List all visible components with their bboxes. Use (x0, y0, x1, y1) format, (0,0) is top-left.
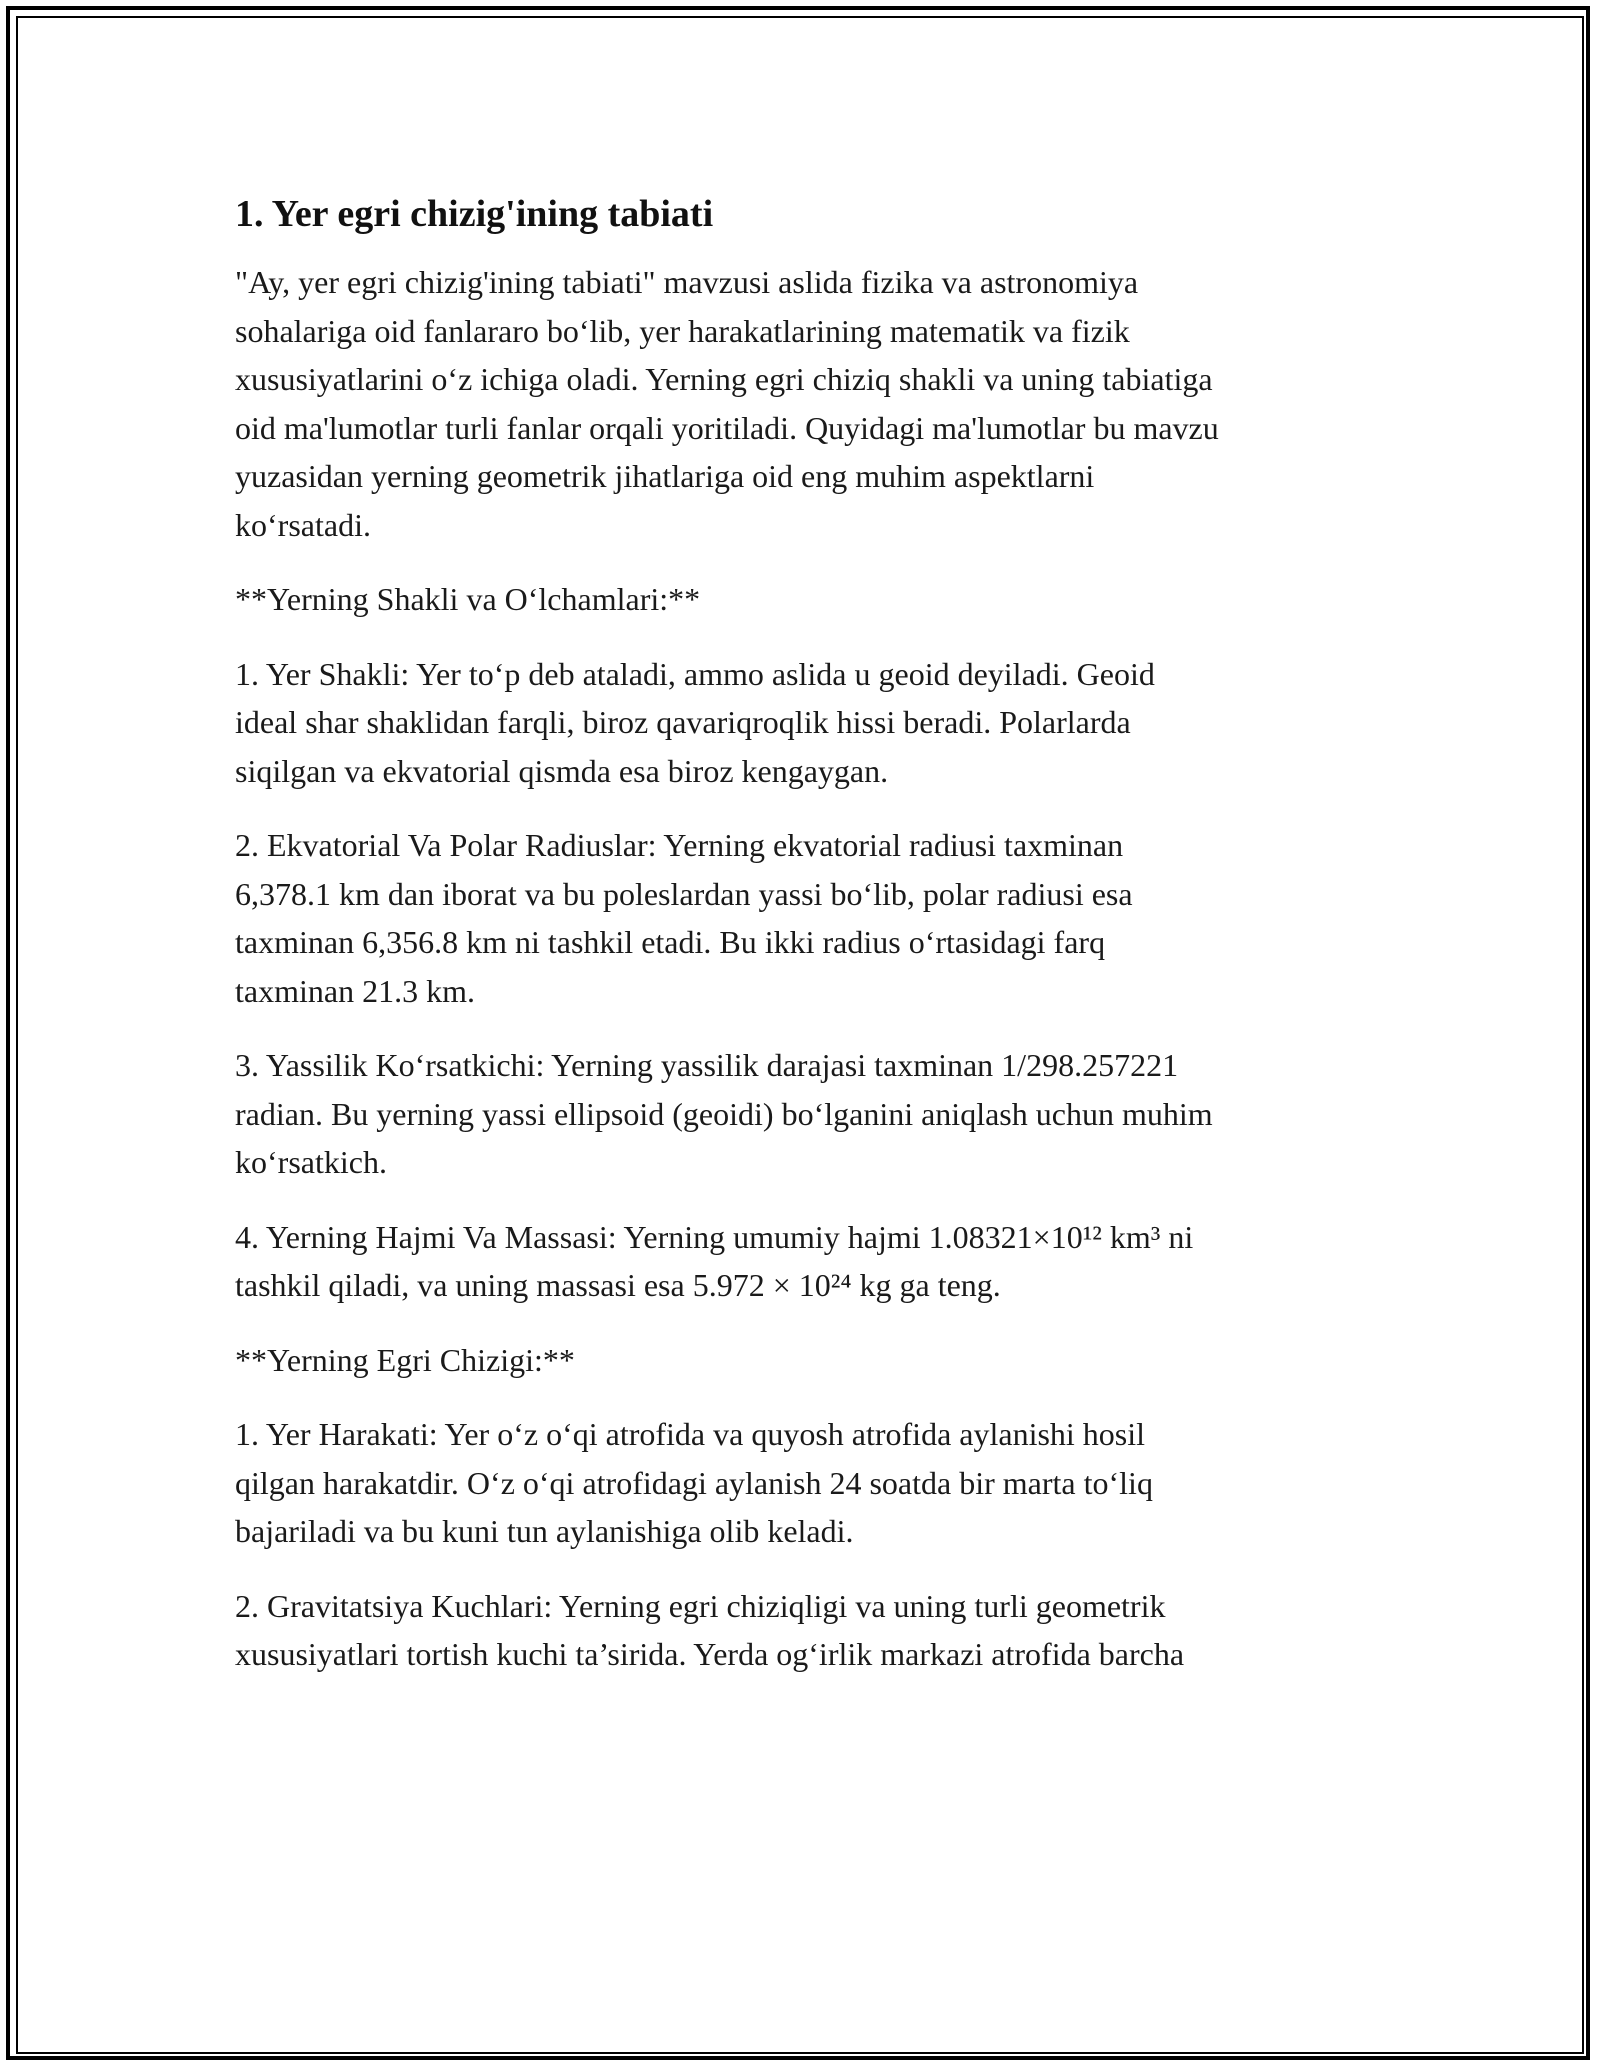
document-body (235, 186, 1375, 1679)
paragraph-radii: 2. Ekvatorial Va Polar Radiuslar: Yerning ekvatorial radiusi taxminan 6,378.1 km dan iborat va bu poleslardan yassi bo‘lib, polar radiusi esa taxminan 6,356.8 km ni tashkil etadi. Bu ikki radius o‘rtasidagi farq taxminan 21.3 km. (235, 827, 1133, 1009)
paragraph-earth-shape: 1. Yer Shakli: Yer to‘p deb ataladi, ammo aslida u geoid deyiladi. Geoid ideal shar shaklidan farqli, biroz qavariqroqlik hissi beradi. Polarlarda siqilgan va ekvatorial qismda esa biroz kengaygan. (235, 655, 1155, 789)
paragraph-motion: 1. Yer Harakati: Yer o‘z o‘qi atrofida va quyosh atrofida aylanishi hosil qilgan harakatdir. O‘z o‘qi atrofidagi aylanish 24 soatda bir marta to‘liq bajariladi va bu kuni tun aylanishiga olib keladi. (235, 1416, 1153, 1549)
subheading-curvature: **Yerning Egri Chizigi:** (235, 1341, 575, 1378)
paragraph-flattening: 3. Yassilik Ko‘rsatkichi: Yerning yassilik darajasi taxminan 1/298.257221 radian. Bu yerning yassi ellipsoid (geoidi) bo‘lganini aniqlash uchun muhim ko‘rsatkich. (235, 1047, 1213, 1180)
intro-paragraph: "Ay, yer egri chizig'ining tabiati" mavzusi aslida fizika va astronomiya sohalariga oid fanlararo bo‘lib, yer harakatlarining matematik va fizik xususiyatlarini o‘z ichiga oladi. Yerning egri chiziq shakli va uning tabiatiga oid ma'lumotlar turli fanlar orqali yoritiladi. Quyidagi ma'lumotlar bu mavzu yuzasidan yerning geometrik jihatlariga oid eng muhim aspektlarni ko‘rsatadi. (235, 264, 1219, 543)
subheading-shape-dimensions: **Yerning Shakli va O‘lchamlari:** (235, 581, 701, 617)
paragraph-gravity: 2. Gravitatsiya Kuchlari: Yerning egri chiziqligi va uning turli geometrik xususiyatlari tortish kuchi ta’sirida. Yerda og‘irlik markazi atrofida barcha (235, 1587, 1185, 1672)
paragraph-volume-mass: 4. Yerning Hajmi Va Massasi: Yerning umumiy hajmi 1.08321×10¹² km³ ni tashkil qiladi, va uning massasi esa 5.972 × 10²⁴ kg ga teng. (235, 1218, 1194, 1303)
section-heading: 1. Yer egri chizig'ining tabiati (235, 193, 714, 235)
